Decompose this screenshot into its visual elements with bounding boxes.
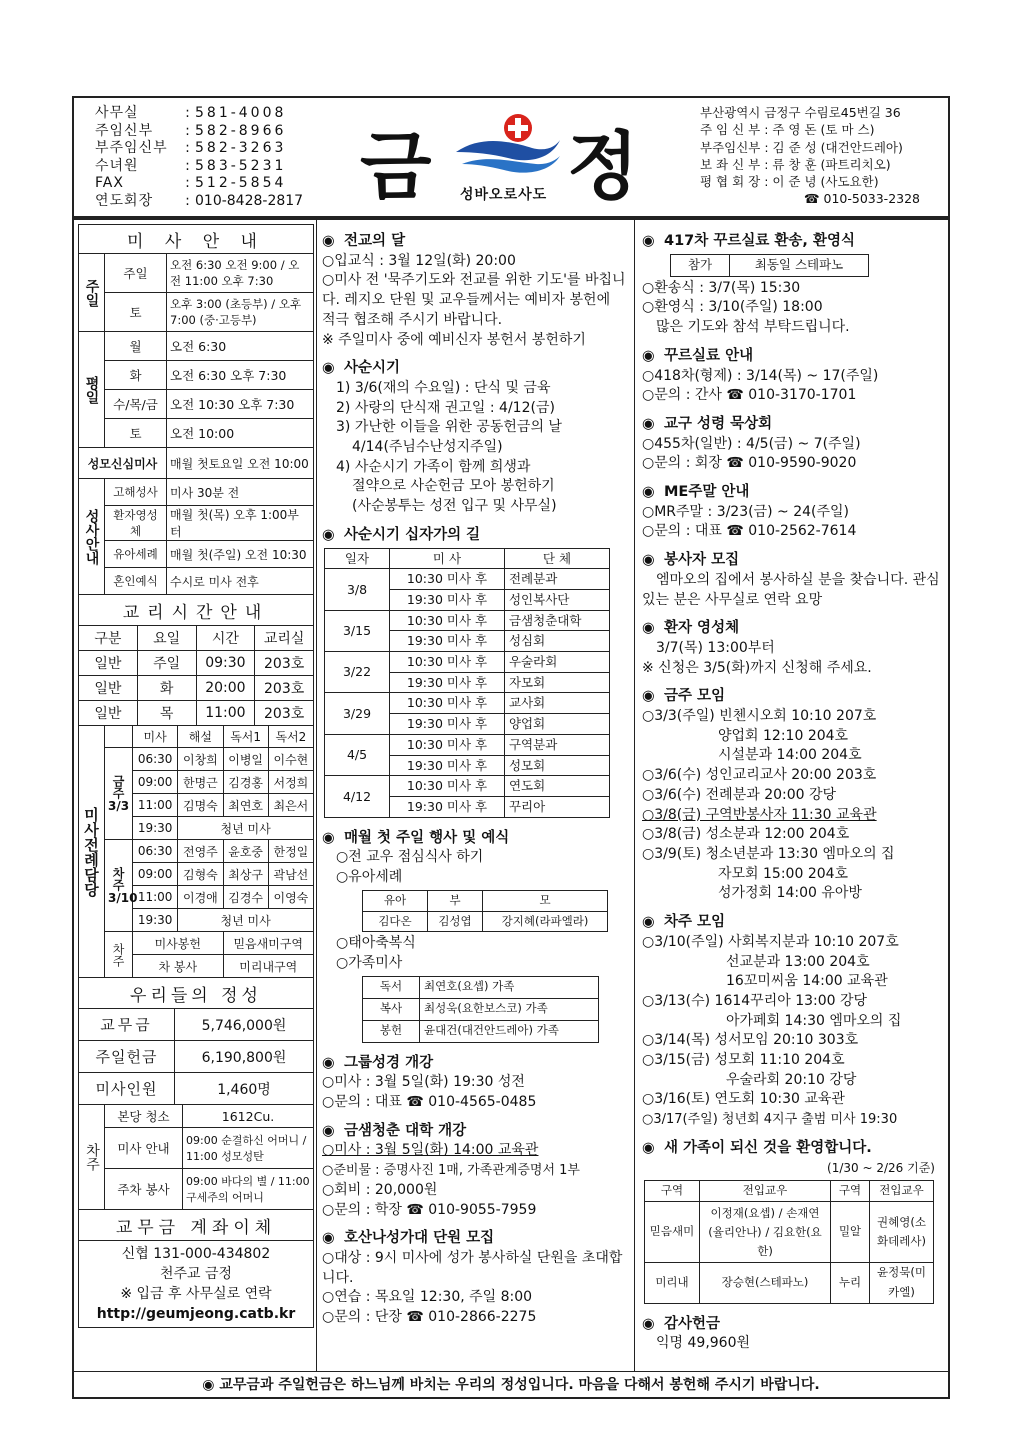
table-cell: 10:30 미사 후 [390,569,505,590]
text-line: 4) 사순시기 가족이 함께 희생과 [336,458,531,475]
catechism-cell: 일반 [79,676,138,701]
table-header: 구역 [645,1181,700,1202]
bullet-icon: ◉ [642,484,655,501]
section-heading: ◉ 꾸르실료 안내 [642,347,945,367]
text-line: ○3/6(수) 성인교리교사 20:00 203호 [642,767,877,784]
mass-time: 오전 6:30 오후 7:30 [167,361,314,390]
liturgy-table [78,725,314,978]
section-heading: ◉ ME주말 안내 [642,483,945,503]
mass-day: 수/목/금 [105,390,167,419]
table-cell: 성심회 [504,631,609,652]
liturgy-cell: 믿음새미구역 [223,932,314,955]
liturgy-cell: 최상구 [223,863,268,886]
sacrament-name: 환자영성체 [105,506,167,541]
week-label: 차주 3/10 [105,840,133,932]
table-header: 구역 [831,1181,870,1202]
section-heading: ◉ 전교의 달 [322,232,628,252]
mass-time: 오전 6:30 [167,332,314,361]
catechism-cell: 목 [137,701,196,726]
catechism-header: 요일 [137,626,196,651]
table-cell: 김다온 [363,911,428,932]
table-cell: 봉헌 [363,1020,420,1042]
catechism-cell: 11:00 [196,701,255,726]
table-cell: 독서 [363,976,420,998]
table-cell: 미리내 [645,1263,700,1303]
mass-time: 오후 3:00 (초등부) / 오후 7:00 (중·고등부) [167,293,314,332]
table-header: 전입교우 [700,1181,831,1202]
table-cell: 꾸리아 [504,796,609,817]
liturgy-cell: 한정일 [268,840,313,863]
text-line: ○입교식 : 3월 12일(화) 20:00 [322,252,516,269]
text-line: 성가정회 14:00 유아방 [718,885,862,902]
text-line: ○대상 : 9시 미사에 성가 봉사하실 단원을 초대합니다. [322,1249,623,1286]
finance-value: 1,460명 [175,1073,314,1105]
mass-day: 화 [105,361,167,390]
bullet-icon: ◉ [322,233,335,249]
table-cell: 윤정묵(미카엘) [870,1263,934,1303]
liturgy-cell: 한명근 [178,771,223,794]
table-cell: 4/5 [325,734,390,775]
account-note: ※ 입금 후 사무실로 연락 [120,1286,272,1302]
catechism-cell: 09:30 [196,651,255,676]
text-line: ○회비 : 20,000원 [322,1181,438,1198]
staff-line: 주 임 신 부 : 주 영 돈 (토 마 스) [700,122,875,138]
catechism-cell: 203호 [255,701,314,726]
president-phone: ☎ 010-5033-2328 [803,191,920,207]
liturgy-header: 독서1 [223,726,268,748]
footer-divider [72,1371,950,1372]
text-line: 3) 가난한 이들을 위한 공동헌금의 날 [336,419,562,436]
text-line: 많은 기도와 참석 부탁드립니다. [656,319,850,336]
table-cell: 3/29 [325,693,390,734]
text-line: 선교분과 13:00 204호 [726,953,870,970]
text-line: ○3/17(주일) 청년회 4지구 출범 미사 19:30 [642,1112,898,1128]
catechism-header: 구분 [79,626,138,651]
new-members-table [644,1180,934,1303]
section-heading: ◉ 봉사자 모집 [642,551,945,571]
text-line: 4/14(주님수난성지주일) [352,439,503,456]
text-line: ○3/10(주일) 사회복지분과 10:10 207호 [642,933,899,950]
section-heading: ◉ 사순시기 십자가의 길 [322,526,628,546]
parish-address: 부산광역시 금정구 수림로45번길 36 [700,105,901,120]
liturgy-cell: 09:00 [133,771,178,794]
liturgy-cell: 김경홍 [223,771,268,794]
liturgy-cell: 김명숙 [178,794,223,817]
duty-value: 09:00 순결하신 어머니 / 11:00 성모성탄 [183,1128,314,1169]
liturgy-cell: 19:30 [133,817,178,840]
text-line: ○환송식 : 3/7(목) 15:30 [642,279,801,296]
contact-value: 010-8428-2817 [195,192,304,209]
section-heading: ◉ 호산나성가대 단원 모집 [322,1229,628,1249]
column-divider [634,220,635,1371]
text-line: ○418차(형제) : 3/14(목) ~ 17(주일) [642,367,879,384]
liturgy-cell: 06:30 [133,840,178,863]
text-line: ○3/8(금) 성소분과 12:00 204호 [642,826,850,843]
table-header: 일자 [325,548,390,569]
text-line: 익명 49,960원 [656,1335,751,1352]
bullet-icon: ◉ [642,620,655,637]
text-line: 2) 사랑의 단식재 권고일 : 4/12(금) [336,399,555,416]
table-cell: 19:30 미사 후 [390,631,505,652]
account-holder: 천주교 금정 [159,1266,233,1282]
table-cell: 10:30 미사 후 [390,652,505,673]
text-line: 1) 3/6(재의 수요일) : 단식 및 금육 [336,379,551,396]
text-line: ○미사 : 3월 5일(화) 14:00 교육관 [322,1142,539,1159]
website-link[interactable]: http://geumjeong.catb.kr [96,1306,296,1322]
liturgy-cell: 11:00 [133,794,178,817]
week-label: 금주 3/3 [105,748,133,840]
table-cell: 믿음새미 [645,1202,700,1263]
duty-value: 1612Cu. [183,1105,314,1128]
liturgy-cell: 11:00 [133,886,178,909]
bullet-icon: ◉ [322,526,335,543]
finance-value: 6,190,800원 [175,1041,314,1073]
parish-subtitle: 성바오로사도 [460,187,548,203]
finance-label: 미사인원 [79,1073,175,1105]
text-line: ○미사 전 '묵주기도와 전교를 위한 기도'를 바칩니다. 레지오 단원 및 교우들께서는 예비자 봉헌에 적극 협조해 주시기 바랍니다. [322,272,626,328]
table-header: 모 [483,890,608,911]
attendee-table [670,254,869,277]
text-line: ○3/14(목) 성서모임 20:10 303호 [642,1032,859,1049]
duty-label: 본당 청소 [105,1105,183,1128]
section-title: 교리시간안내 [79,595,314,626]
text-line: ○문의 : 대표 ☎ 010-2562-7614 [642,523,857,540]
liturgy-cell: 이병일 [223,748,268,771]
liturgy-cell: 김형숙 [178,863,223,886]
text-line: ○연습 : 목요일 12:30, 주일 8:00 [322,1289,533,1306]
text-line: ○3/15(금) 성모회 11:10 204호 [642,1052,845,1069]
text-line: (사순봉투는 성전 입구 및 사무실) [352,498,557,515]
contact-label: 수녀원 [95,157,139,174]
section-heading: ◉ 그룹성경 개강 [322,1054,628,1074]
bullet-icon: ◉ [322,1054,335,1071]
bullet-icon: ◉ [642,1139,655,1156]
text-line: ※ 주일미사 중에 예비신자 봉헌서 봉헌하기 [322,331,586,348]
mass-day: 토 [105,419,167,448]
section-heading: ◉ 교구 성령 묵상회 [642,415,945,435]
liturgy-cell: 19:30 [133,909,178,932]
masthead-title-left: 금 [360,124,432,210]
text-line: ○455차(일반) : 4/5(금) ~ 7(주일) [642,435,861,452]
table-cell: 우술라회 [504,652,609,673]
liturgy-cell: 차 봉사 [133,955,224,978]
table-cell: 10:30 미사 후 [390,734,505,755]
section-title: 우리들의 정성 [79,978,314,1009]
liturgy-cell: 이수현 [268,748,313,771]
table-cell: 김성엽 [428,911,483,932]
table-cell: 19:30 미사 후 [390,714,505,735]
duty-label: 미사 안내 [105,1128,183,1169]
finance-value: 5,746,000원 [175,1009,314,1041]
text-line: ○가족미사 [336,954,403,971]
account-table [78,1209,314,1328]
section-heading: ◉ 매월 첫 주일 행사 및 예식 [322,829,628,849]
table-cell: 강지혜(라파엘라) [483,911,608,932]
text-line: ○문의 : 대표 ☎ 010-4565-0485 [322,1094,537,1111]
section-heading: ◉ 차주 모임 [642,913,945,933]
text-line: 우술라회 20:10 강당 [726,1071,857,1088]
text-line: ○문의 : 단장 ☎ 010-2866-2275 [322,1309,537,1326]
baptism-table [362,890,608,932]
section-heading: ◉ 환자 영성체 [642,619,945,639]
contact-label: 연도회장 [95,192,154,209]
liturgy-cell: 서정희 [268,771,313,794]
contact-label: 사무실 [95,105,139,121]
account-info [79,1241,314,1328]
sacrament-name: 유아세례 [105,541,167,568]
contact-value: 583-5231 [195,157,287,174]
duty-label: 주차 봉사 [105,1169,183,1210]
liturgy-header: 해설 [178,726,223,748]
table-cell: 3/8 [325,569,390,610]
section-heading: ◉ 금샘청춘 대학 개강 [322,1122,628,1142]
table-cell: 4/12 [325,776,390,817]
text-line: 양업회 12:10 204호 [718,727,849,744]
staff-line: 부주임신부 : 김 준 성 (대건안드레아) [700,139,903,155]
text-line: 3/7(목) 13:00부터 [656,639,775,656]
text-line: 시설분과 14:00 204호 [718,747,862,764]
mass-time: 오전 10:30 오후 7:30 [167,390,314,419]
special-mass-label: 성모신심미사 [79,448,167,479]
sacrament-time: 매월 첫(주일) 오전 10:30 [167,541,314,568]
section-title: 미 사 안 내 [79,225,314,254]
table-cell: 19:30 미사 후 [390,589,505,610]
liturgy-header: 독서2 [268,726,313,748]
table-cell: 전례분과 [504,569,609,590]
special-mass-time: 매월 첫토요일 오전 10:00 [167,448,314,479]
weekday-group-label: 평일 [79,332,105,448]
table-cell: 누리 [831,1263,870,1303]
middle-column [322,230,628,1328]
text-line: ○미사 : 3월 5일(화) 19:30 성전 [322,1074,525,1091]
table-cell: 성모회 [504,755,609,776]
text-line: ○MR주말 : 3/23(금) ~ 24(주일) [642,503,849,520]
text-line: ○3/3(주일) 빈첸시오회 10:10 207호 [642,708,877,725]
sunday-group-label: 주일 [79,254,105,332]
liturgy-cell: 09:00 [133,863,178,886]
text-line: ○준비물 : 증명사진 1매, 가족관계증명서 1부 [322,1163,580,1179]
text-line: ※ 신청은 3/5(화)까지 신청해 주세요. [642,659,872,676]
liturgy-group-label: 미사전례담당 [79,726,105,978]
period-note: (1/30 ~ 2/26 기준) [827,1160,935,1175]
section-heading: ◉ 감사헌금 [642,1315,945,1335]
catechism-cell: 주일 [137,651,196,676]
liturgy-cell: 김경수 [223,886,268,909]
table-cell: 자모회 [504,672,609,693]
sacrament-time: 매월 첫(목) 오후 1:00부터 [167,506,314,541]
liturgy-cell: 06:30 [133,748,178,771]
table-cell: 19:30 미사 후 [390,672,505,693]
staff-line: 평 협 회 장 : 이 준 녕 (사도요한) [700,174,879,190]
catechism-cell: 화 [137,676,196,701]
stations-table [324,548,610,818]
left-column [78,224,314,1328]
liturgy-cell: 윤호중 [223,840,268,863]
liturgy-cell: 청년 미사 [178,817,314,840]
text-line: ○3/6(수) 전례분과 20:00 강당 [642,786,837,803]
contact-label: 부주임신부 [95,140,168,156]
text-line: 엠마오의 집에서 봉사하실 분을 찾습니다. 관심 있는 분은 사무실로 연락 요망 [642,571,940,608]
table-cell: 19:30 미사 후 [390,755,505,776]
family-mass-table [362,976,599,1043]
section-heading: ◉ 사순시기 [322,359,628,379]
text-line: ○문의 : 학장 ☎ 010-9055-7959 [322,1201,537,1218]
text-line: ○전 교우 점심식사 하기 [336,849,484,866]
contact-value: 581-4008 [195,105,287,121]
bullet-icon: ◉ [642,914,655,931]
bullet-icon: ◉ [642,688,655,705]
column-divider [316,220,317,1371]
catechism-cell: 203호 [255,676,314,701]
right-column [642,230,945,1354]
liturgy-cell: 미리내구역 [223,955,314,978]
table-cell: 금샘청춘대학 [504,610,609,631]
table-cell: 3/15 [325,610,390,651]
liturgy-cell: 미사봉헌 [133,932,224,955]
liturgy-cell: 곽남선 [268,863,313,886]
liturgy-cell: 전영주 [178,840,223,863]
footer-message: ◉ 교무금과 주일헌금은 하느님께 바치는 우리의 정성입니다. 마음을 다해서 봉헌해 주시기 바랍니다. [202,1377,820,1393]
header-divider [72,216,950,220]
finance-label: 주일헌금 [79,1041,175,1073]
table-cell: 이정재(요셉) / 손재연(율리안나) / 김요한(요한) [700,1202,831,1263]
sacrament-name: 고해성사 [105,479,167,506]
table-cell: 10:30 미사 후 [390,693,505,714]
table-header: 전입교우 [870,1181,934,1202]
table-cell: 연도회 [504,776,609,797]
duty-group-label: 차주 [79,1105,105,1210]
text-line: ○3/13(수) 1614꾸리아 13:00 강당 [642,992,868,1009]
catechism-cell: 일반 [79,651,138,676]
catechism-cell: 일반 [79,701,138,726]
table-cell: 최연호(요셉) 가족 [420,976,599,998]
table-cell: 3/22 [325,652,390,693]
table-header: 부 [428,890,483,911]
liturgy-header: 미사 [133,726,178,748]
parish-logo-icon [452,112,562,182]
mass-day: 월 [105,332,167,361]
text-line: 절약으로 사순헌금 모아 봉헌하기 [352,478,555,495]
sacrament-group-label: 성사안내 [79,479,105,595]
liturgy-cell: 최연호 [223,794,268,817]
table-cell: 최성욱(요한보스코) 가족 [420,998,599,1020]
liturgy-cell: 이경애 [178,886,223,909]
bullet-icon: ◉ [642,552,655,569]
contact-value: 582-8966 [195,122,287,139]
section-heading: ◉ 417차 꾸르실료 환송, 환영식 [642,232,945,252]
bullet-icon: ◉ [322,829,335,846]
catechism-header: 교리실 [255,626,314,651]
table-cell: 구역분과 [504,734,609,755]
table-cell: 양업회 [504,714,609,735]
table-cell: 교사회 [504,693,609,714]
text-line: ○문의 : 간사 ☎ 010-3170-1701 [642,387,857,404]
masthead-title-right: 정 [567,124,639,210]
sacrament-time: 수시로 미사 전후 [167,568,314,595]
account-number: 신협 131-000-434802 [121,1246,271,1262]
text-line: ○태아축복식 [336,935,416,952]
mass-time: 오전 6:30 오전 9:00 / 오전 11:00 오후 7:30 [167,254,314,293]
section-title: 교무금 계좌이체 [79,1210,314,1241]
text-line: ○3/16(토) 연도회 10:30 교육관 [642,1091,845,1108]
table-header: 단 체 [504,548,609,569]
catechism-table [78,594,314,726]
finance-label: 교무금 [79,1009,175,1041]
table-cell: 참가 [671,254,730,276]
duty-table [78,1104,314,1210]
mass-day: 토 [105,293,167,332]
bullet-icon: ◉ [322,360,335,377]
bullet-icon: ◉ [322,1230,335,1247]
table-cell: 장승현(스테파노) [700,1263,831,1303]
table-cell: 19:30 미사 후 [390,796,505,817]
duty-value: 09:00 바다의 별 / 11:00 구세주의 어머니 [183,1169,314,1210]
text-line: ○3/9(토) 청소년분과 13:30 엠마오의 집 [642,845,895,862]
table-cell: 복사 [363,998,420,1020]
catechism-cell: 203호 [255,651,314,676]
bullet-icon: ◉ [642,1315,655,1332]
text-line: 자모회 15:00 204호 [718,865,849,882]
bullet-icon: ◉ [642,415,655,432]
contact-list: 사무실 : 581-4008 주임신부 : 582-8966 부주임신부 : 582-3263 수녀원 : 583-5231 FAX : 512-5854 연도회장 : 010-8428-2817 [95,105,304,209]
liturgy-cell: 최은서 [268,794,313,817]
bullet-icon: ◉ [642,347,655,364]
liturgy-cell: 청년 미사 [178,909,314,932]
text-line: ○환영식 : 3/10(주일) 18:00 [642,299,823,316]
table-header: 미 사 [390,548,505,569]
sacrament-time: 미사 30분 전 [167,479,314,506]
table-cell: 권혜영(소화데레사) [870,1202,934,1263]
mass-schedule-table [78,224,314,595]
contact-label: 주임신부 [95,122,154,139]
catechism-header: 시간 [196,626,255,651]
text-line: 16꼬미씨움 14:00 교육관 [726,973,888,990]
text-line: 아가페회 14:30 엠마오의 집 [726,1012,902,1029]
mass-day: 주일 [105,254,167,293]
table-cell: 10:30 미사 후 [390,610,505,631]
finance-table [78,977,314,1105]
sacrament-name: 혼인예식 [105,568,167,595]
table-cell: 10:30 미사 후 [390,776,505,797]
contact-value: 582-3263 [195,140,287,156]
table-cell: 밀알 [831,1202,870,1263]
table-cell: 윤대건(대건안드레아) 가족 [420,1020,599,1042]
table-header: 유아 [363,890,428,911]
staff-line: 보 좌 신 부 : 류 창 훈 (파트리치오) [700,156,891,172]
bullet-icon: ◉ [322,1122,335,1139]
bullet-icon: ◉ [642,233,655,249]
text-line: ○유아세례 [336,869,403,886]
mass-time: 오전 10:00 [167,419,314,448]
next-week-label: 차주 [105,932,133,978]
contact-value: 512-5854 [195,175,287,191]
text-line: ○3/8(금) 구역반봉사자 11:30 교육관 [642,806,877,823]
table-cell: 성인복사단 [504,589,609,610]
parish-info [700,104,920,208]
section-heading: ◉ 새 가족이 되신 것을 환영합니다. [642,1139,945,1159]
section-heading: ◉ 금주 모임 [642,687,945,707]
catechism-cell: 20:00 [196,676,255,701]
contact-label: FAX [95,175,124,191]
text-line: ○문의 : 회장 ☎ 010-9590-9020 [642,455,857,472]
liturgy-cell: 이영숙 [268,886,313,909]
liturgy-cell: 이창희 [178,748,223,771]
table-cell: 최동일 스테파노 [730,254,869,276]
